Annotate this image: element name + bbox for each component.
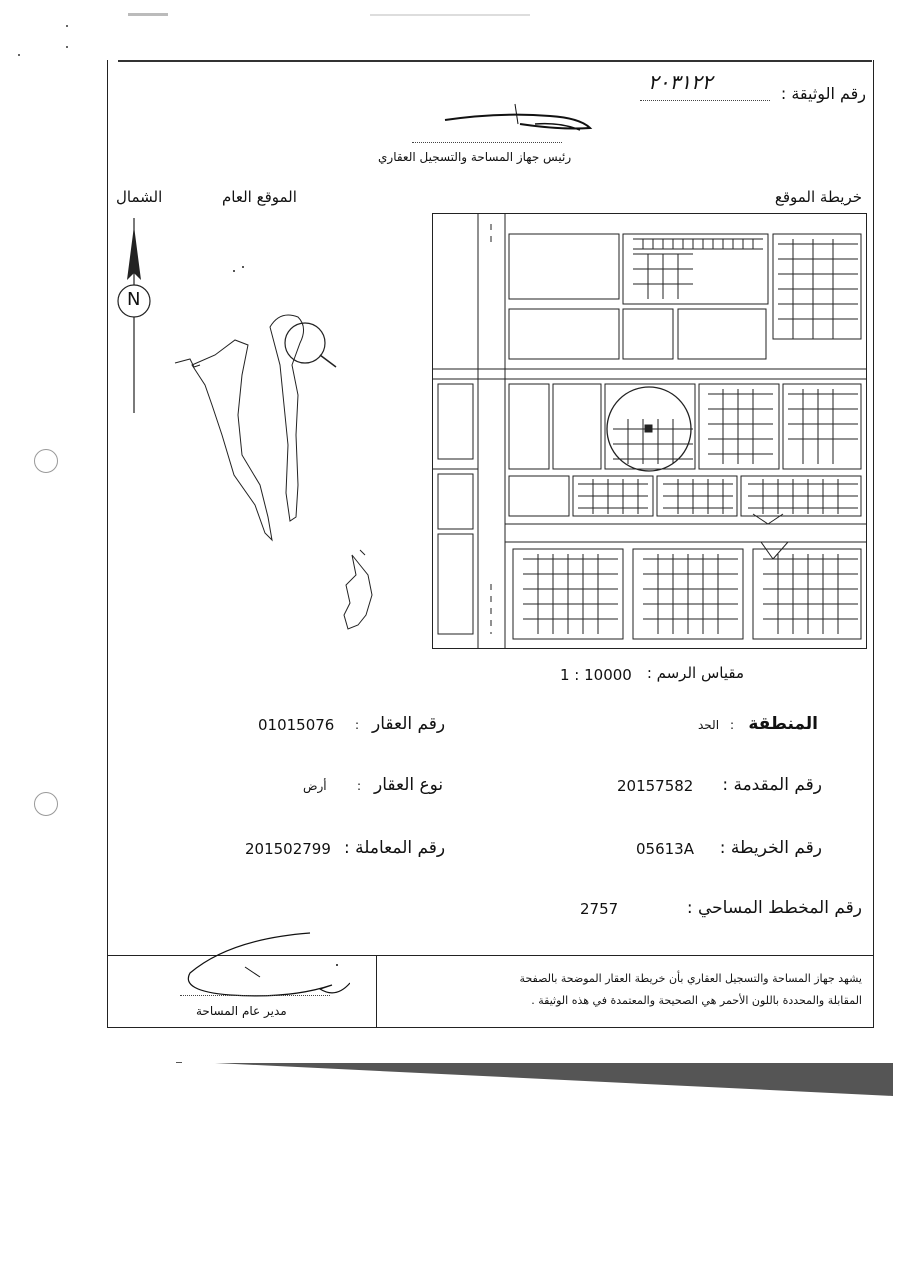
- doc-number-value: ٢٠٣١٢٢: [648, 70, 713, 94]
- signatory-title: رئيس جهاز المساحة والتسجيل العقاري: [378, 150, 572, 164]
- scan-dot: [66, 46, 68, 48]
- scan-dot: [66, 25, 68, 27]
- area-label: المنطقة: [748, 714, 818, 734]
- north-label: الشمال: [116, 188, 163, 206]
- property-number-label: رقم العقار: [372, 714, 446, 734]
- map-number-value: 05613A: [636, 840, 694, 858]
- application-number-label: رقم المقدمة :: [722, 775, 822, 795]
- general-location-label: الموقع العام: [222, 188, 297, 206]
- scan-edge-shadow: [215, 1058, 893, 1098]
- site-map-drawing: [433, 214, 866, 648]
- transaction-number-label: رقم المعاملة :: [344, 838, 446, 858]
- survey-plan-value: 2757: [580, 900, 619, 918]
- application-number-value: 20157582: [617, 777, 694, 795]
- head-signature: [440, 100, 600, 140]
- director-title: مدير عام المساحة: [196, 1004, 287, 1018]
- director-dots: [180, 995, 330, 996]
- property-type-label: نوع العقار: [374, 775, 444, 795]
- north-arrow-icon: [114, 218, 154, 418]
- punch-hole-2: [34, 792, 58, 816]
- transaction-number-value: 201502799: [245, 840, 331, 858]
- doc-number-label: رقم الوثيقة :: [780, 84, 866, 103]
- scale-label: مقياس الرسم :: [646, 664, 744, 682]
- area-colon: :: [730, 718, 735, 732]
- property-number-colon: :: [355, 718, 360, 732]
- punch-hole-1: [34, 449, 58, 473]
- scan-mark-top-center: [370, 14, 530, 16]
- site-map-label: خريطة الموقع: [774, 188, 862, 206]
- scan-mark-top: [128, 13, 168, 16]
- property-type-value: أرض: [303, 779, 327, 793]
- north-letter: N: [127, 289, 141, 310]
- director-signature: [170, 925, 350, 1005]
- doc-number-dots: [640, 100, 770, 101]
- certification-line-2: المقابلة والمحددة باللون الأحمر هي الصحيحة والمعتمدة في هذه الوثيقة .: [531, 994, 862, 1007]
- scan-mark-bottom: [176, 1062, 182, 1063]
- site-map: [432, 213, 867, 649]
- scale-value: 1 : 10000: [560, 666, 632, 684]
- map-number-label: رقم الخريطة :: [719, 838, 822, 858]
- property-number-value: 01015076: [258, 716, 335, 734]
- footer-column-divider: [376, 955, 377, 1027]
- general-location-map: [170, 255, 390, 645]
- survey-plan-label: رقم المخطط المساحي :: [686, 898, 862, 918]
- signatory-dots: [412, 142, 562, 143]
- area-value: الحد: [698, 718, 720, 732]
- property-type-colon: :: [357, 779, 362, 793]
- scan-dot: [18, 54, 20, 56]
- certification-line-1: يشهد جهاز المساحة والتسجيل العقاري بأن خريطة العقار الموضحة بالصفحة: [519, 972, 862, 985]
